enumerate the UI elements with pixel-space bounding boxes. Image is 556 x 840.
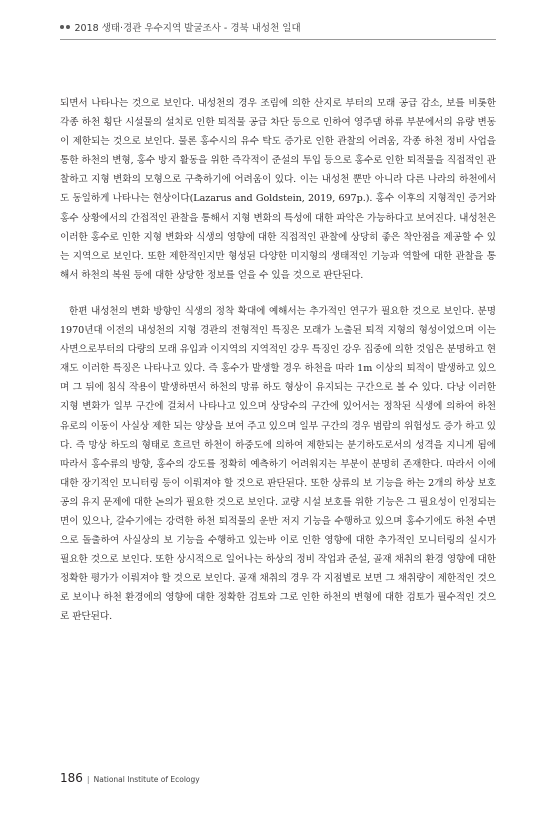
footer-separator: | bbox=[86, 775, 90, 784]
page-number: 186 bbox=[60, 771, 83, 785]
dots-icon bbox=[60, 25, 70, 29]
running-header-title: 2018 생태·경관 우수지역 발굴조사 - 경북 내성천 일대 bbox=[74, 23, 301, 34]
body-text bbox=[60, 94, 496, 627]
paragraph: 되면서 나타나는 것으로 보인다. 내성천의 경우 조림에 의한 산지로 부터의 모래 공급 감소, 보를 비롯한 각종 하천 횡단 시설물의 설치로 인한 퇴적물 공급 차단 등으로 인하여 영주댐 하류 부분에서의 유량 변동이 제한되는 것으로 보인다. 물론 홍수시의 유수 탁도 증가로 인한 관찰의 어려움, 각종 하천 정비 사업을 통한 하천의 변형, 홍수 방지 활동을 위한 즉각적이 준설의 투입 등으로 홍수로 인한 퇴적물을 직접적인 관찰하고 지형 변화의 모형으로 구축하기에 어려움이 있다. 이는 내성천 뿐만 아니라 다른 나라의 하천에서도 동일하게 나타나는 현상이다(Lazarus and Goldstein, 2019, 697p.). 홍수 이후의 지형적인 증거와 홍수 상황에서의 간접적인 관찰을 통해서 지형 변화의 특성에 대한 파악은 가능하다고 보여진다. 내성천은 이러한 홍수로 인한 지형 변화와 식생의 영향에 대한 직접적인 관찰에 상당히 좋은 착안점을 제공할 수 있는 지역으로 보인다. 또한 제한적인지만 형성된 다양한 미지형의 생태적인 기능과 역할에 대한 관찰을 통해서 하천의 복원 등에 대한 상당한 정보를 얻을 수 있을 것으로 판단된다. bbox=[60, 98, 496, 281]
paragraph: 한편 내성천의 변화 방향인 식생의 정착 확대에 예해서는 추가적인 연구가 필요한 것으로 보인다. 분명 1970년대 이전의 내성천의 지형 경관의 전형적인 특징은 모래가 노출된 퇴적 지형의 형성이었으며 이는 사면으로부터의 다량의 모래 유입과 이지역의 지역적인 강우 특징인 강우 집중에 의한 것임은 분명하고 현재도 이러한 특징은 나타나고 있다. 즉 홍수가 발생할 경우 하천을 따라 1m 이상의 퇴적이 발생하고 있으며 그 뒤에 침식 작용이 발생하면서 하천의 망류 하도 형상이 유지되는 구간으로 볼 수 있다. 다낭 이러한 지형 변화가 일부 구간에 걸쳐서 나타나고 있으며 상당수의 구간에 있어서는 정착된 식생에 의하여 하천 유로의 이동이 사실상 제한 되는 양상을 보여 주고 있으며 일부 구간의 경우 범람의 위험성도 증가 하고 있다. 즉 망상 하도의 형태로 흐르던 하천이 하중도에 의하여 제한되는 분기하도로서의 성격을 지니게 됨에 따라서 홍수류의 방향, 홍수의 강도를 정확히 예측하기 어려워지는 부분이 분명히 존재한다. 따라서 이에 대한 장기적인 모니터링 등이 이뤄져야 할 것으로 판단된다. 또한 상류의 보 기능을 하는 2개의 하상 보호공의 유지 문제에 대한 논의가 필요한 것으로 보인다. 교량 시설 보호를 위한 기능은 그 필요성이 인정되는 면이 있으나, 갈수기에는 강력한 하천 퇴적물의 운반 저지 기능을 수행하고 있으며 홍수기에도 하천 수면으로 돌출하여 사실상의 보 기능을 수행하고 있는바 이로 인한 영향에 대한 추가적인 모니터링의 실시가 필요한 것으로 보인다. 또한 상시적으로 일어나는 하상의 정비 작업과 준설, 골재 채취의 환경 영향에 대한 정확한 평가가 이뤄져야 할 것으로 보인다. 골재 채취의 경우 각 지점별로 보면 그 채취량이 제한적인 것으로 보이나 하천 환경에의 영향에 대한 정확한 검토와 그로 인한 하천의 변형에 대한 검토가 필수적인 것으로 판단된다. bbox=[60, 305, 496, 623]
running-header bbox=[60, 20, 301, 34]
page-footer bbox=[60, 771, 200, 787]
paragraph-spacer bbox=[60, 285, 496, 302]
footer-organization: National Institute of Ecology bbox=[93, 775, 200, 784]
header-divider bbox=[60, 39, 496, 40]
